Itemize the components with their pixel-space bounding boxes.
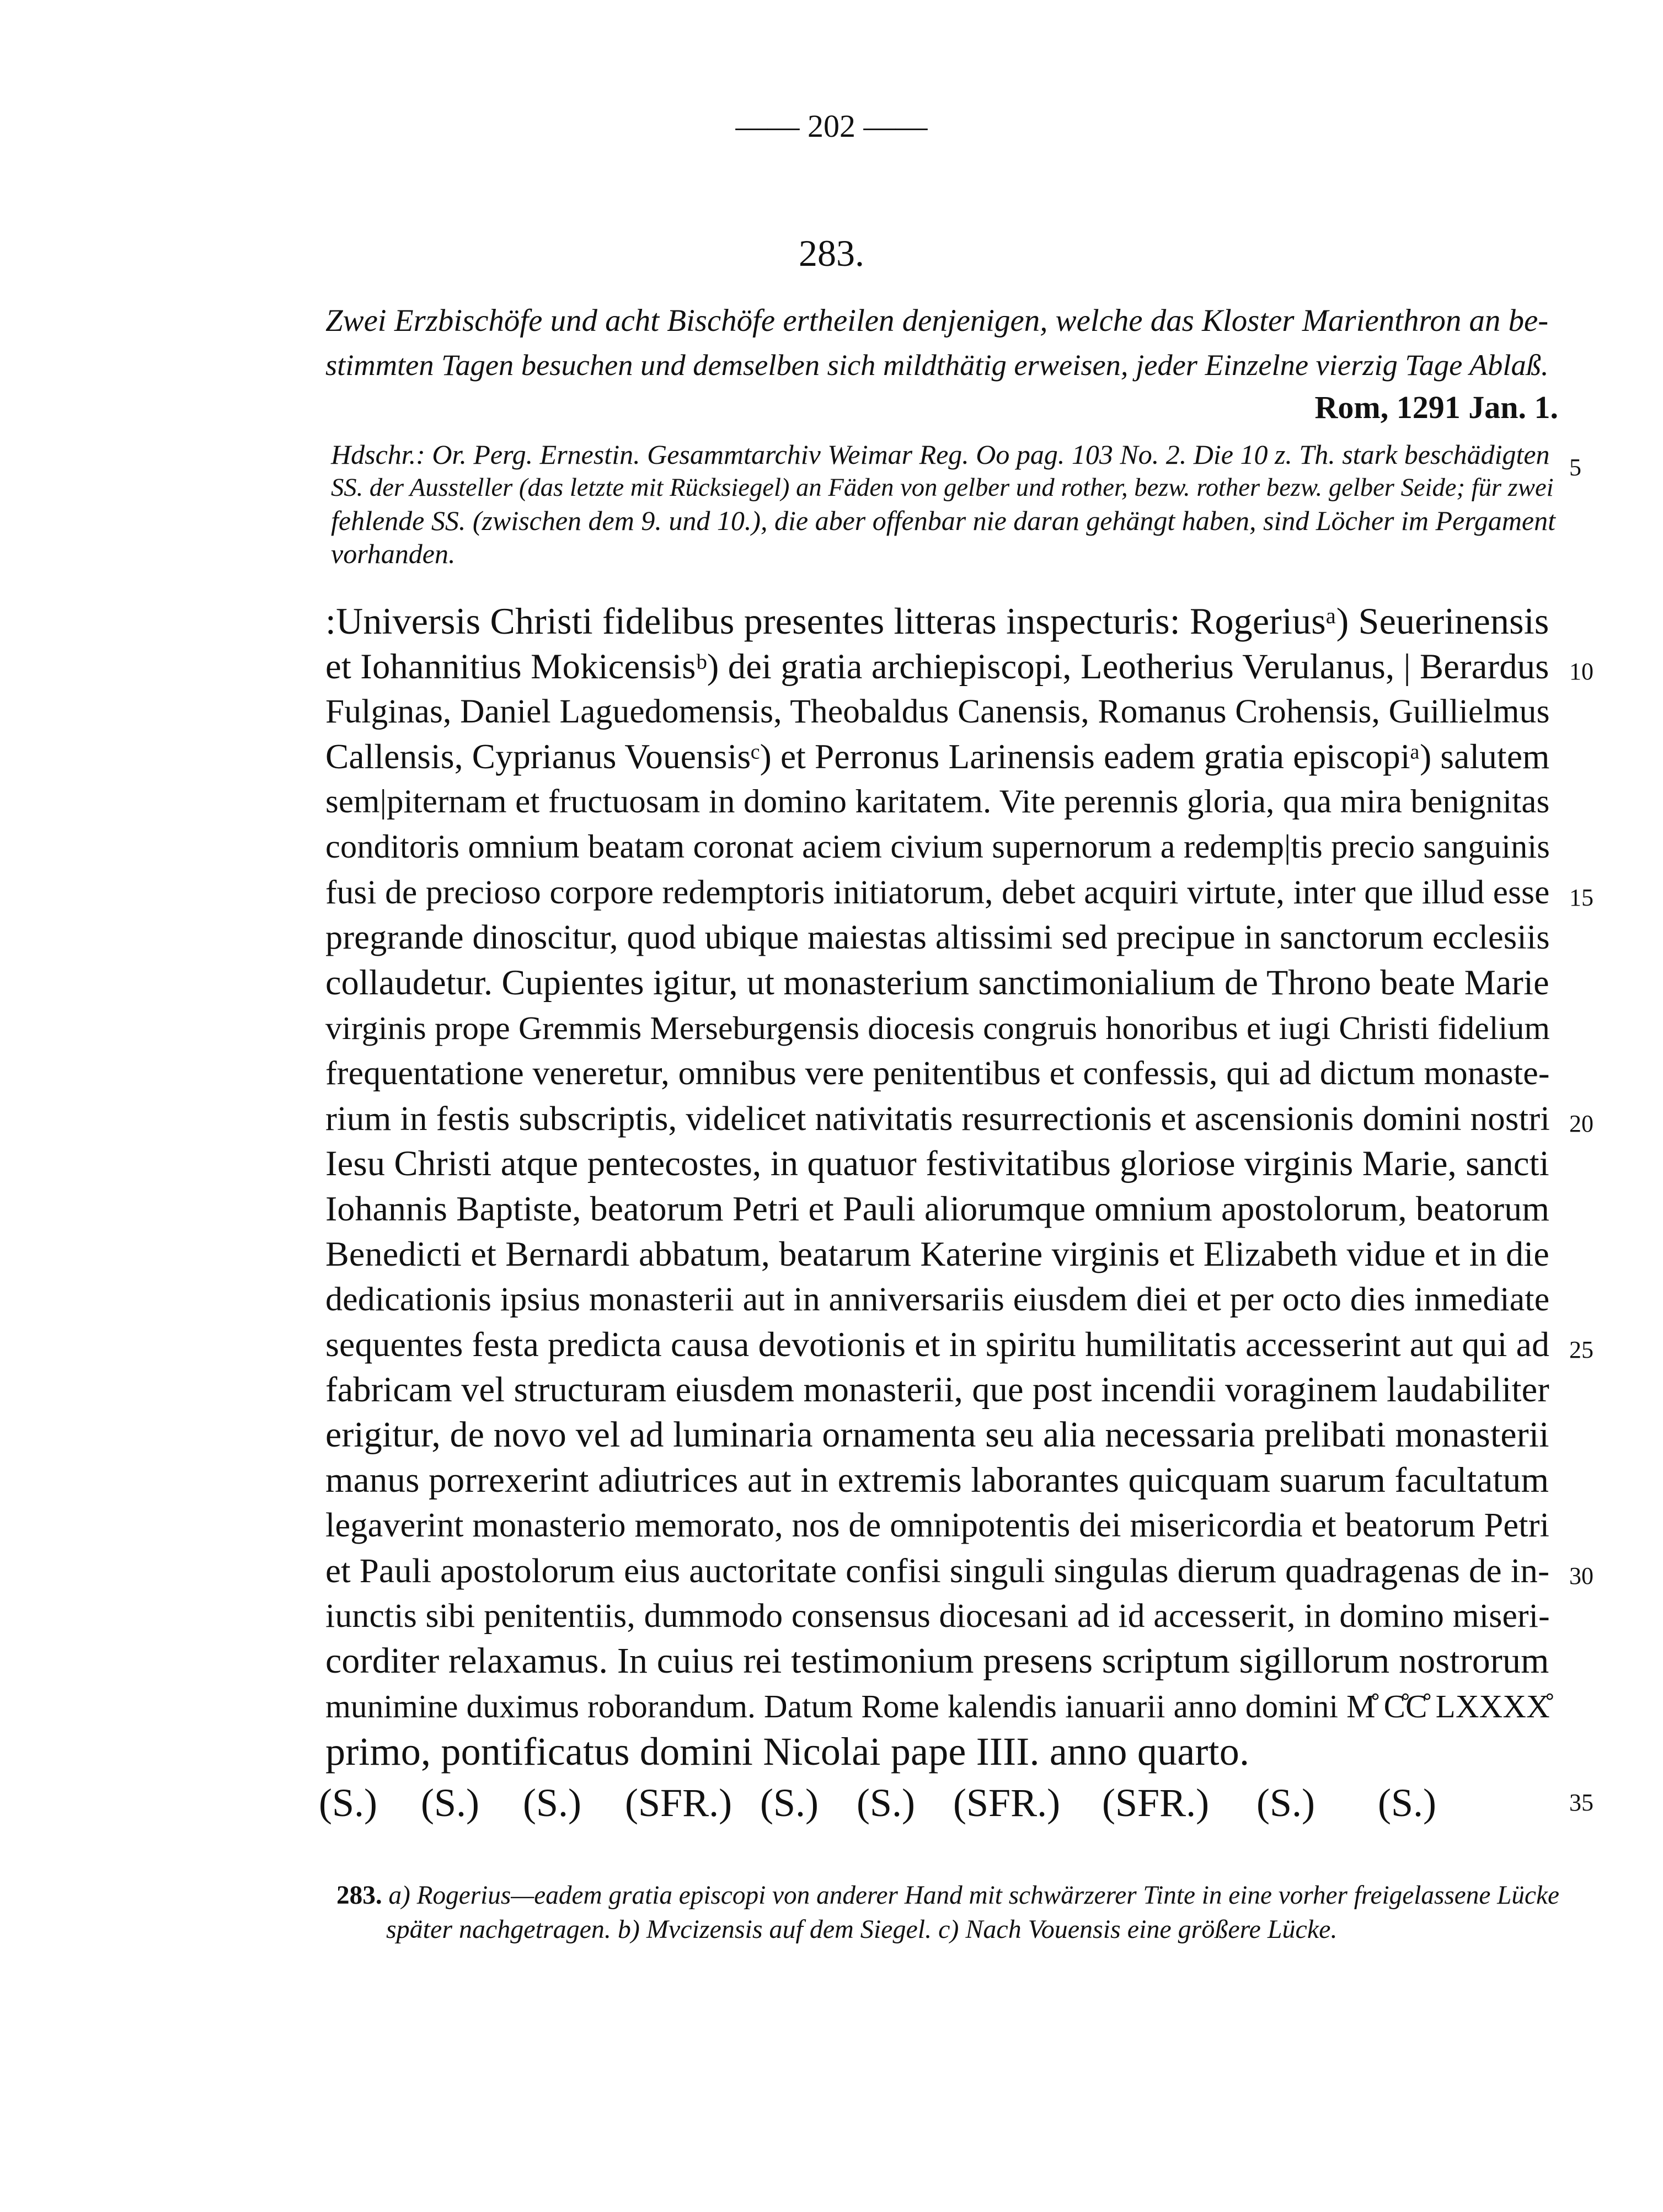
manuscript-note-line: fehlende SS. (zwischen dem 9. und 10.), die aber offenbar nie daran gehängt haben, sind Löcher im Pergament [331, 505, 1556, 536]
text-line: et Iohannitius Mokicensisᵇ) dei gratia archiepiscopi, Leotherius Verulanus, | Berardus [325, 646, 1549, 686]
footnote-line: später nachgetragen. b) Mvcizensis auf dem Siegel. c) Nach Vouensis eine größere Lücke. [386, 1915, 1338, 1944]
text-line: virginis prope Gremmis Merseburgensis diocesis congruis honoribus et iugi Christi fidelium [325, 1010, 1550, 1046]
text-line: sequentes festa predicta causa devotionis et in spiritu humilitatis accesserint aut qui ad [325, 1325, 1550, 1364]
footnote-number: 283. [336, 1881, 382, 1910]
text-line: legaverint monasterio memorato, nos de omnipotentis dei misericordia et beatorum Petri [325, 1507, 1550, 1544]
text-line: fabricam vel structuram eiusdem monasterii, que post incendii voraginem laudabiliter [325, 1370, 1549, 1409]
text-line: Callensis, Cyprianus Vouensisᶜ) et Perronus Larinensis eadem gratia episcopiᵃ) salutem [325, 737, 1550, 776]
line-number: 15 [1569, 884, 1594, 911]
text-line: pregrande dinoscitur, quod ubique maiestas altissimi sed precipue in sanctorum ecclesiis [325, 919, 1550, 956]
text-line: et Pauli apostolorum eius auctoritate confisi singuli singulas dierum quadragenas de in- [325, 1551, 1550, 1590]
text-line: Fulginas, Daniel Laguedomensis, Theobaldus Canensis, Romanus Crohensis, Guillielmus [325, 693, 1550, 730]
text-line: manus porrexerint adiutrices aut in extremis laborantes quicquam suarum facultatum [325, 1460, 1549, 1500]
seal-mark: (S.) [1256, 1781, 1315, 1825]
summary-line: stimmten Tagen besuchen und demselben sich mildthätig erweisen, jeder Einzelne vierzig Tage Ablaß. [325, 348, 1549, 382]
line-number: 30 [1569, 1562, 1594, 1589]
text-line: primo, pontificatus domini Nicolai pape IIII. anno quarto. [325, 1729, 1250, 1774]
page-number: —— 202 —— [735, 108, 928, 144]
line-number: 5 [1569, 454, 1581, 481]
seal-mark: (SFR.) [953, 1781, 1061, 1825]
text-line: frequentatione veneretur, omnibus vere penitentibus et confessis, qui ad dictum monaste- [325, 1054, 1550, 1092]
text-line: Iesu Christi atque pentecostes, in quatuor festivitatibus gloriose virginis Marie, sancti [325, 1144, 1549, 1183]
seal-mark: (SFR.) [625, 1781, 732, 1825]
line-number: 10 [1569, 658, 1594, 685]
text-line: erigitur, de novo vel ad luminaria ornamenta seu alia necessaria prelibati monasterii [325, 1415, 1549, 1455]
document-date: Rom, 1291 Jan. 1. [1314, 389, 1558, 425]
text-line: fusi de precioso corpore redemptoris initiatorum, debet acquiri virtute, inter que illud esse [325, 874, 1550, 911]
line-number: 20 [1569, 1110, 1594, 1137]
line-number: 25 [1569, 1336, 1594, 1363]
text-line: iunctis sibi penitentiis, dummodo consensus diocesani ad id accesserit, in domino miseri- [325, 1597, 1550, 1635]
line-number: 35 [1569, 1789, 1594, 1816]
seal-mark: (S.) [421, 1781, 479, 1825]
text-line: Benedicti et Bernardi abbatum, beatarum Katerine virginis et Elizabeth vidue et in die [325, 1234, 1549, 1273]
text-line: dedicationis ipsius monasterii aut in anniversariis eiusdem diei et per octo dies inmediate [325, 1281, 1550, 1318]
footnote-line [336, 1879, 1572, 1911]
text-line: :Universis Christi fidelibus presentes litteras inspecturis: Rogeriusᵃ) Seuerinensis [325, 600, 1549, 642]
summary-line: Zwei Erzbischöfe und acht Bischöfe ertheilen denjenigen, welche das Kloster Marienthron an be- [325, 303, 1549, 338]
document-number: 283. [799, 232, 864, 274]
manuscript-note-line: SS. der Aussteller (das letzte mit Rücksiegel) an Fäden von gelber und rother, bezw. rother bezw. gelber Seide; für zwei [331, 473, 1554, 502]
text-line: corditer relaxamus. In cuius rei testimonium presens scriptum sigillorum nostrorum [325, 1641, 1549, 1681]
seal-mark: (SFR.) [1102, 1781, 1210, 1825]
seal-mark: (S.) [760, 1781, 819, 1825]
text-line: munimine duximus roborandum. Datum Rome kalendis ianuarii anno domini M̊ C̊C̊ LXXXX̊ [325, 1688, 1550, 1724]
seal-mark: (S.) [523, 1781, 581, 1825]
footnote-text: a) Rogerius—eadem gratia episcopi von anderer Hand mit schwärzerer Tinte in eine vorher freigelassene Lücke [388, 1881, 1559, 1910]
seal-mark: (S.) [857, 1781, 915, 1825]
text-line: sem|piternam et fructuosam in domino karitatem. Vite perennis gloria, qua mira benignitas [325, 783, 1550, 820]
seal-mark: (S.) [1378, 1781, 1436, 1825]
seal-mark: (S.) [319, 1781, 377, 1825]
manuscript-note-line: vorhanden. [331, 538, 456, 569]
text-line: Iohannis Baptiste, beatorum Petri et Pauli aliorumque omnium apostolorum, beatorum [325, 1189, 1550, 1228]
text-line: rium in festis subscriptis, videlicet nativitatis resurrectionis et ascensionis domini nostri [325, 1099, 1550, 1138]
text-line: collaudetur. Cupientes igitur, ut monasterium sanctimonialium de Throno beate Marie [325, 963, 1549, 1002]
manuscript-note-line: Hdschr.: Or. Perg. Ernestin. Gesammtarchiv Weimar Reg. Oo pag. 103 No. 2. Die 10 z. Th. stark beschädigten [331, 439, 1550, 470]
seal-row [319, 1780, 1477, 1830]
text-line: conditoris omnium beatam coronat aciem civium supernorum a redemp|tis precio sanguinis [325, 828, 1550, 865]
